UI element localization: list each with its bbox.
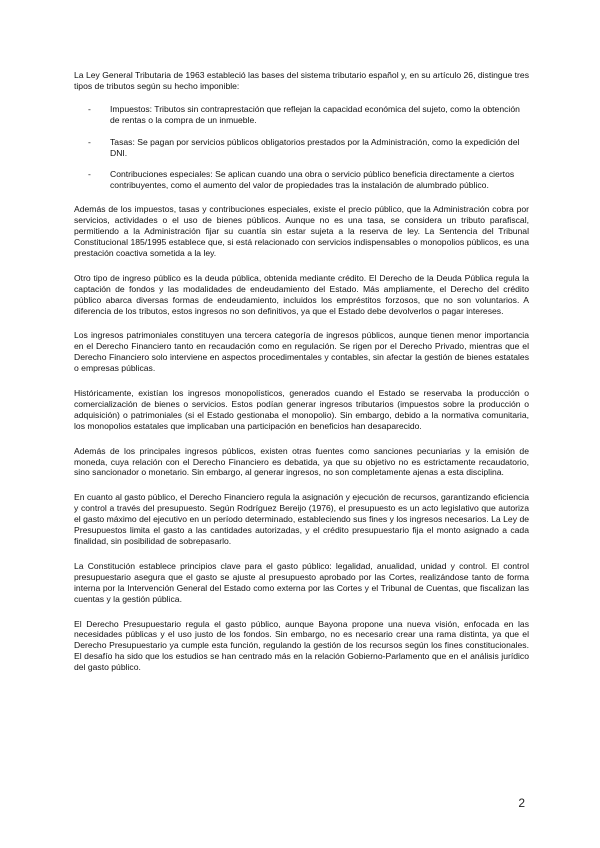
paragraph: En cuanto al gasto público, el Derecho Financiero regula la asignación y ejecución de recursos, garantizando eficiencia y control a través del presupuesto. Según Rodríguez Bereijo (1976), el presupuesto es un acto legislativo que autoriza el gasto máximo del ejecutivo en un período determinado, estableciendo sus fines y los ingresos necesarios. La Ley de Presupuestos limita el gasto a las cantidades autorizadas, y el crédito presupuestario fija el monto asignado a cada finalidad, sin posibilidad de sobrepasarlo. <box>74 492 529 546</box>
paragraph: Otro tipo de ingreso público es la deuda pública, obtenida mediante crédito. El Derecho de la Deuda Pública regula la captación de fondos y las modalidades de endeudamiento del Estado. Más ampliamente, el Derecho del crédito público abarca diversas formas de endeudamiento, incluidos los empréstitos forzosos, que no son voluntarios. A diferencia de los tributos, estos ingresos no son definitivos, ya que el Estado debe devolverlos o pagar intereses. <box>74 272 529 316</box>
paragraph: Además de los principales ingresos públicos, existen otras fuentes como sanciones pecuniarias y la emisión de moneda, cuya relación con el Derecho Financiero es debatida, ya que su objetivo no es estrictamente recaudatorio, sino sancionador o monetario. Sin embargo, al generar ingresos, no son completamente ajenas a esta disciplina. <box>74 445 529 478</box>
paragraph: Además de los impuestos, tasas y contribuciones especiales, existe el precio público, que la Administración cobra por servicios, actividades o el uso de bienes públicos. Aunque no es una tasa, se considera un tributo parafiscal, permitiendo a la Administración fijar su cuantía sin estar sujeta a la reserva de ley. La Sentencia del Tribunal Constitucional 185/1995 establece que, si está relacionado con servicios indispensables o monopolios públicos, es una prestación coactiva sometida a la ley. <box>74 204 529 258</box>
list-item <box>74 169 529 191</box>
list-bullet: - <box>88 169 91 180</box>
list-item-text: Impuestos: Tributos sin contraprestación que reflejan la capacidad económica del sujeto, como la obtención de rentas o la compra de un inmueble. <box>110 103 520 125</box>
list-item-text: Tasas: Se pagan por servicios públicos obligatorios prestados por la Administración, como la expedición del DNI. <box>110 136 520 158</box>
paragraph: El Derecho Presupuestario regula el gasto público, aunque Bayona propone una nueva visión, enfocada en las necesidades públicas y el uso justo de los fondos. Sin embargo, no es necesario crear una rama distinta, ya que el Derecho Presupuestario ya cumple esta función, regulando la gestión de los recursos según los fines constitucionales. El desafío ha sido que los estudios se han centrado más en la relación Gobierno-Parlamento que en el análisis jurídico del gasto público. <box>74 618 529 673</box>
list-item-text: Contribuciones especiales: Se aplican cuando una obra o servicio público beneficia directamente a ciertos contribuyentes, como el aumento del valor de propiedades tras la instalación de alumbrado público. <box>110 169 515 191</box>
paragraph: Los ingresos patrimoniales constituyen una tercera categoría de ingresos públicos, aunque tienen menor importancia en el Derecho Financiero tanto en recaudación como en regulación. Se rigen por el Derecho Privado, mientras que el Derecho Financiero solo interviene en aspectos procedimentales y contables, sin afectar la gestión de bienes estatales o empresas públicas. <box>74 330 529 374</box>
paragraph: La Constitución establece principios clave para el gasto público: legalidad, anualidad, unidad y control. El control presupuestario asegura que el gasto se ajuste al presupuesto aprobado por las Cortes, realizándose tanto de forma interna por la Intervención General del Estado como externa por las Cortes y el Tribunal de Cuentas, que fiscalizan las cuentas y la gestión pública. <box>74 560 529 604</box>
tax-types-list <box>74 104 529 191</box>
list-item <box>74 137 529 159</box>
intro-paragraph: La Ley General Tributaria de 1963 estableció las bases del sistema tributario español y, en su artículo 26, distingue tres tipos de tributos según su hecho imponible: <box>74 70 529 91</box>
paragraph: Históricamente, existían los ingresos monopolísticos, generados cuando el Estado se reservaba la producción o comercialización de bienes o servicios. Estos podían generar ingresos tributarios (impuestos sobre la producción o adquisición) o patrimoniales (si el Estado gestionaba el monopolio). Sin embargo, debido a la normativa comunitaria, los monopolios estatales que implicaban una participación en beneficios han desaparecido. <box>74 388 529 431</box>
page-number: 2 <box>518 796 525 810</box>
page-body <box>74 70 529 687</box>
list-bullet: - <box>88 103 91 114</box>
list-bullet: - <box>88 136 91 147</box>
list-item <box>74 104 529 126</box>
